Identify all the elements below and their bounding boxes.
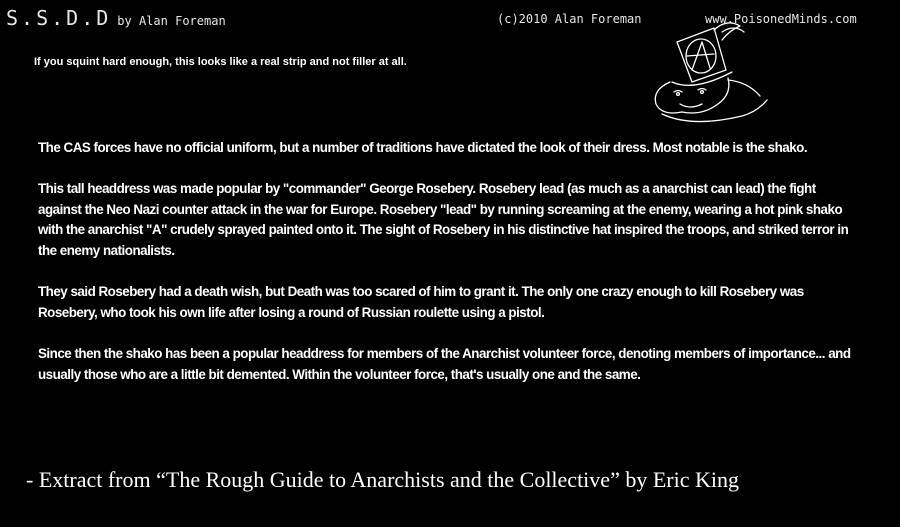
author-caption: If you squint hard enough, this looks like a real strip and not filler at all. bbox=[34, 56, 407, 68]
byline: by Alan Foreman bbox=[117, 14, 226, 28]
header-branding bbox=[6, 6, 226, 30]
article-body bbox=[38, 138, 856, 385]
shako-character-sketch-icon bbox=[622, 20, 772, 130]
copyright-notice: (c)2010 Alan Foreman bbox=[497, 12, 642, 26]
paragraph-popular-headdress: Since then the shako has been a popular headdress for members of the Anarchist volunteer force, denoting members of importance... and usually those who are a little bit demented. Within the volunteer force, that's usually one and the same. bbox=[38, 345, 851, 382]
paragraph-uniform: The CAS forces have no official uniform, but a number of traditions have dictated the look of their dress. Most notable is the shako. bbox=[38, 140, 808, 155]
paragraph-death-wish: They said Rosebery had a death wish, but Death was too scared of him to grant it. The only one crazy enough to kill Rosebery was Rosebery, who took his own life after losing a round of Russian roulette using a pistol. bbox=[38, 284, 804, 320]
paragraph-rosebery-shako: This tall headdress was made popular by "commander" George Rosebery. Rosebery lead (as much as a anarchist can lead) the fight against the Neo Nazi counter attack in the war for Europe. Rosebery "lead" by running screaming at the enemy, wearing a hot pink shako with the anarchist "A" crudely sprayed painted onto it. The sight of Rosebery in his distinctive hat inspired the troops, and striked terror in the enemy nationalists. bbox=[38, 181, 849, 258]
source-attribution: - Extract from “The Rough Guide to Anarchists and the Collective” by Eric King bbox=[26, 467, 739, 492]
strip-logo: S.S.D.D bbox=[6, 6, 112, 30]
website-link[interactable]: www.PoisonedMinds.com bbox=[705, 12, 857, 26]
